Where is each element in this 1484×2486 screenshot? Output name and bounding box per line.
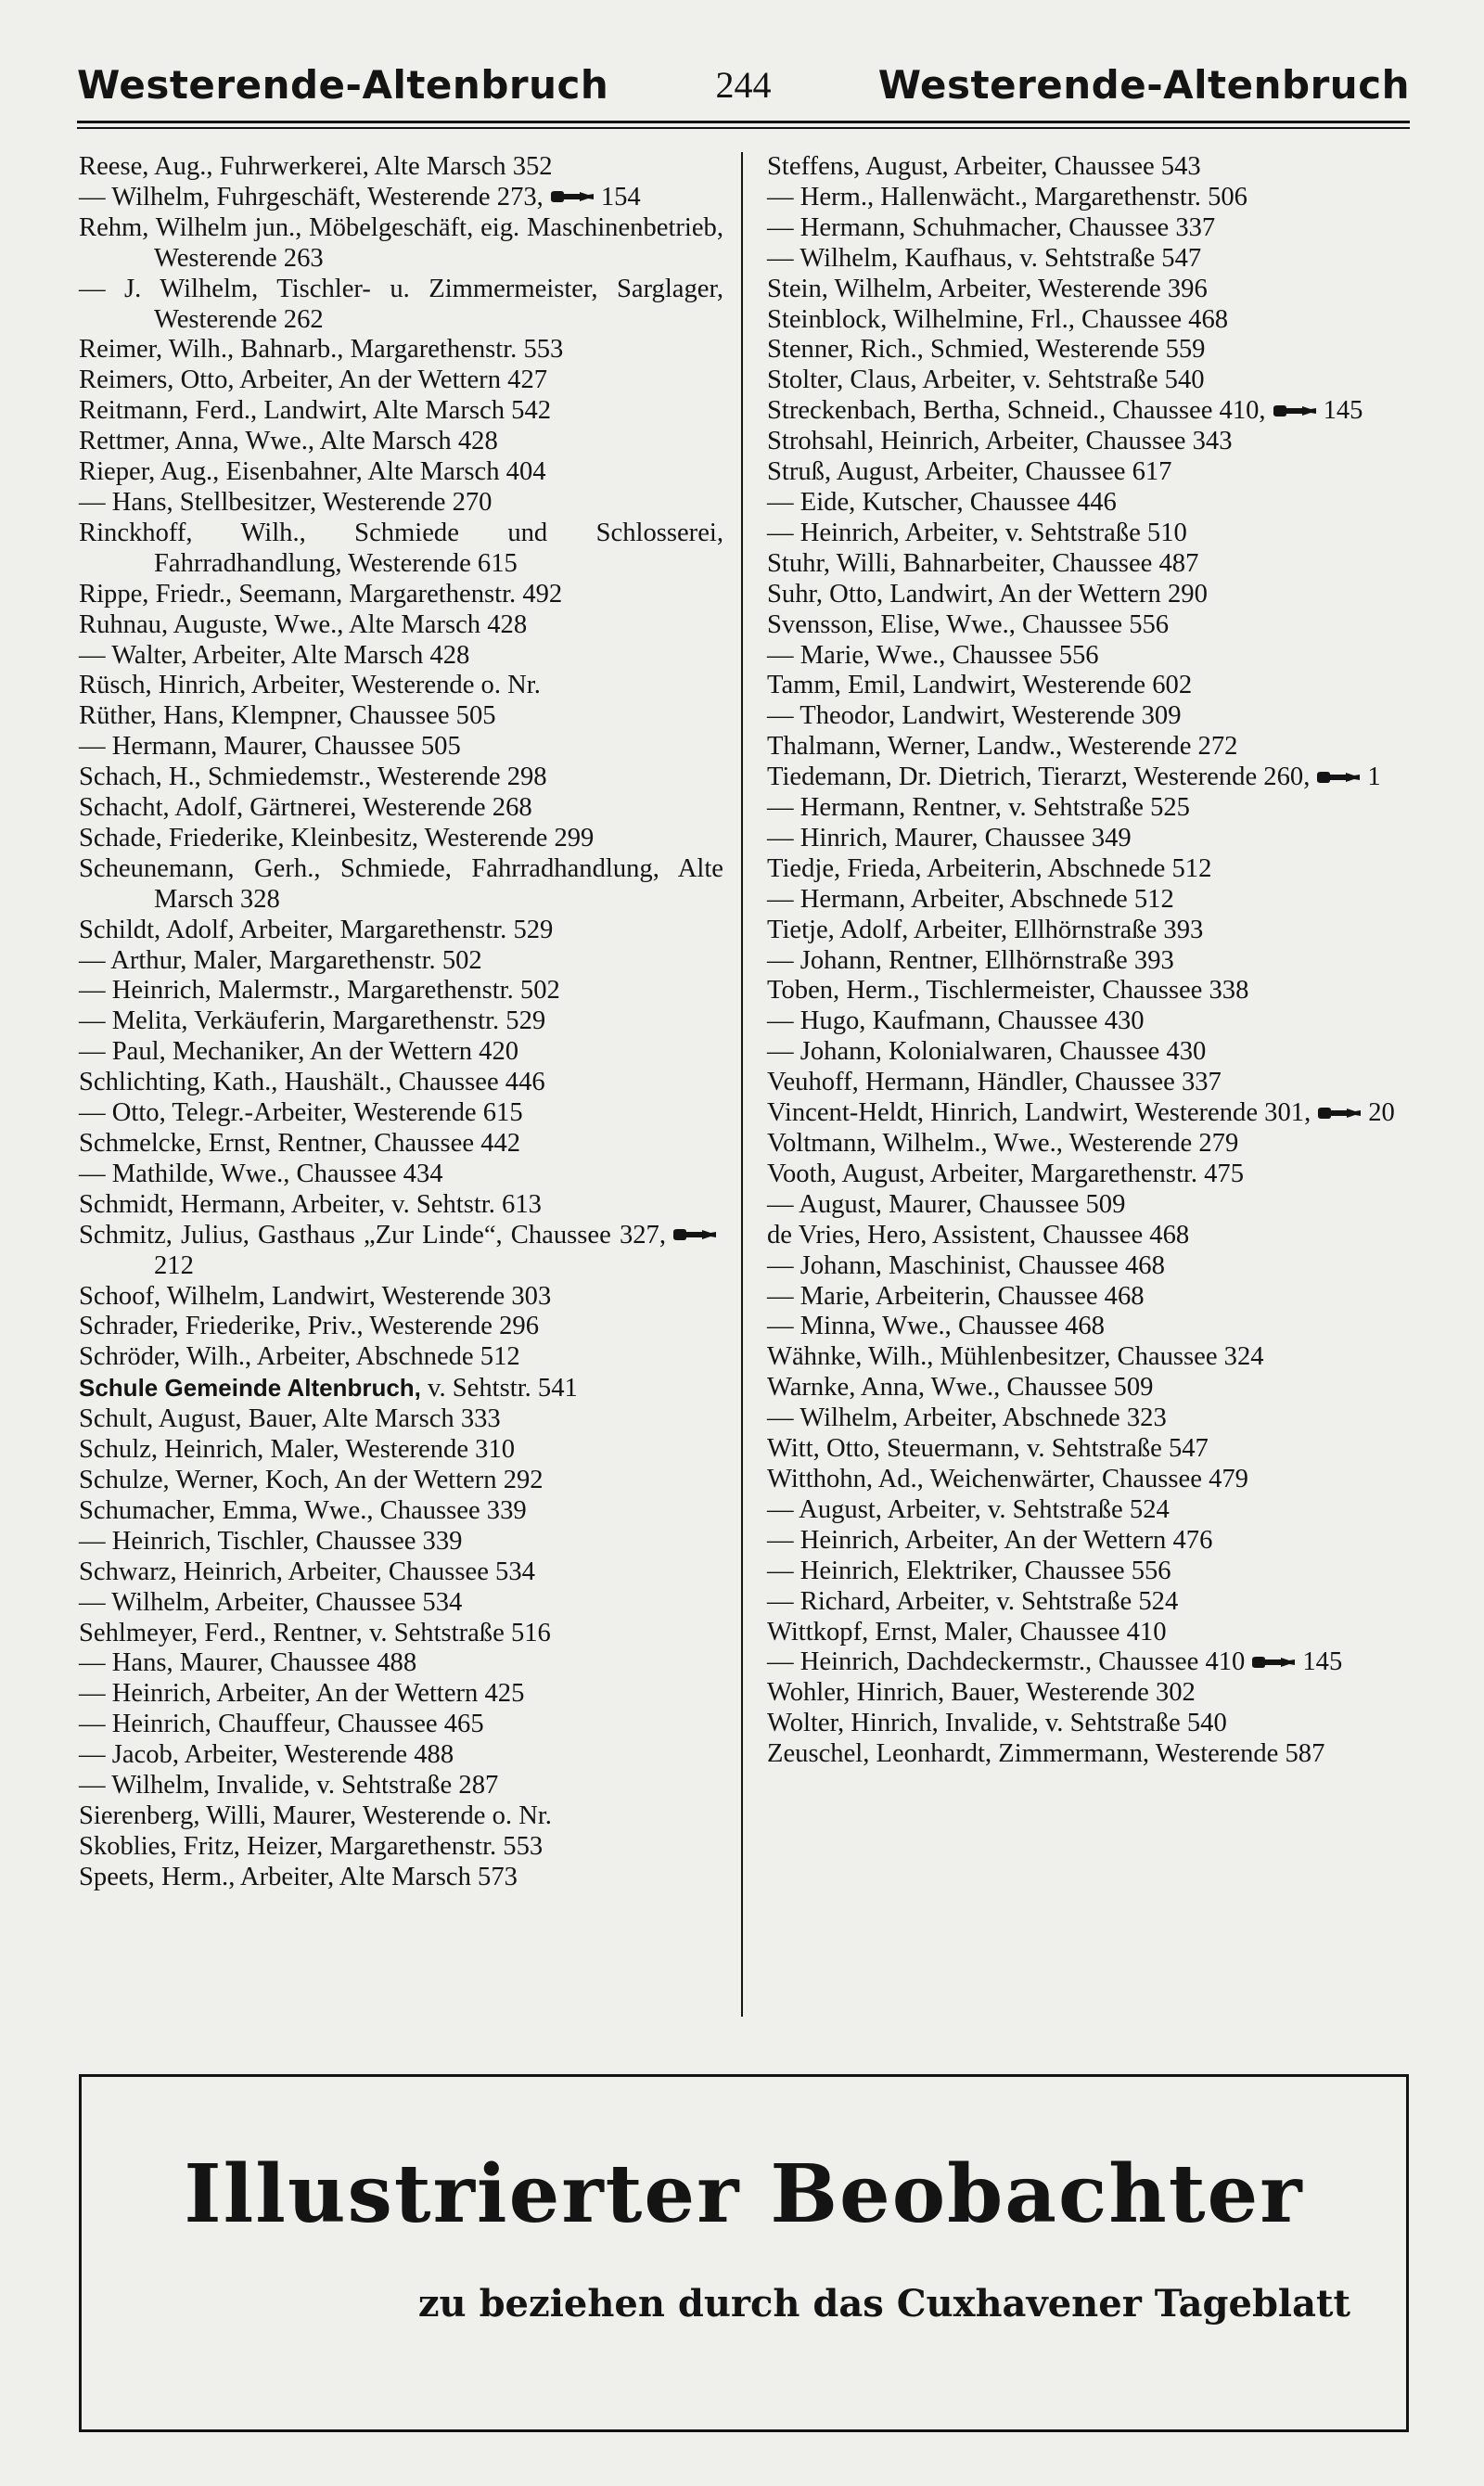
directory-entry bbox=[79, 1863, 723, 1893]
directory-entry bbox=[767, 1068, 1412, 1098]
directory-entry bbox=[767, 1342, 1412, 1373]
directory-entry bbox=[79, 152, 723, 183]
directory-entry bbox=[767, 1587, 1412, 1618]
directory-entry bbox=[79, 1466, 723, 1496]
entry-text: — Johann, Kolonialwaren, Chaussee 430 bbox=[767, 1037, 1207, 1067]
running-title-right: Westerende-Altenbruch bbox=[877, 62, 1410, 108]
directory-entry bbox=[767, 396, 1412, 427]
directory-entry bbox=[767, 1251, 1412, 1282]
entry-text: Wohler, Hinrich, Bauer, Westerende 302 bbox=[767, 1678, 1196, 1708]
page-number: 244 bbox=[715, 64, 772, 106]
telephone-receiver-icon bbox=[672, 1228, 718, 1241]
directory-entry bbox=[79, 275, 723, 336]
directory-entry bbox=[79, 671, 723, 701]
directory-entry bbox=[767, 1434, 1412, 1465]
entry-text: — Mathilde, Wwe., Chaussee 434 bbox=[79, 1159, 443, 1188]
directory-entry bbox=[79, 519, 723, 580]
directory-entry bbox=[79, 580, 723, 610]
directory-entry bbox=[767, 183, 1412, 213]
entry-text: Schacht, Adolf, Gärtnerei, Westerende 268 bbox=[79, 793, 532, 823]
directory-entry bbox=[79, 793, 723, 824]
entry-text: — Wilhelm, Fuhrgeschäft, Westerende 273, bbox=[79, 182, 544, 211]
directory-entry bbox=[79, 1098, 723, 1129]
entry-text: Schmidt, Hermann, Arbeiter, v. Sehtstr. 613 bbox=[79, 1189, 542, 1219]
entry-text: v. Sehtstr. 541 bbox=[428, 1374, 578, 1403]
directory-entry bbox=[767, 1282, 1412, 1313]
directory-entry bbox=[767, 976, 1412, 1006]
telephone-receiver-icon bbox=[549, 190, 595, 203]
header-rule-thick bbox=[77, 121, 1410, 123]
directory-entry bbox=[79, 946, 723, 977]
directory-entry bbox=[767, 1160, 1412, 1190]
directory-entry bbox=[79, 1221, 723, 1282]
directory-entry bbox=[79, 457, 723, 488]
directory-entry bbox=[79, 976, 723, 1006]
entry-text: — Wilhelm, Kaufhaus, v. Sehtstraße 547 bbox=[767, 243, 1202, 273]
entry-text: Sehlmeyer, Ferd., Rentner, v. Sehtstraße 516 bbox=[79, 1618, 551, 1647]
directory-entry bbox=[767, 305, 1412, 336]
entry-text: — Walter, Arbeiter, Alte Marsch 428 bbox=[79, 640, 470, 670]
phone-number: 20 bbox=[1368, 1098, 1395, 1128]
entry-text: Schult, August, Bauer, Alte Marsch 333 bbox=[79, 1404, 501, 1434]
directory-entry bbox=[79, 1832, 723, 1863]
directory-entry bbox=[767, 1373, 1412, 1403]
entry-text: Tiedemann, Dr. Dietrich, Tierarzt, Westerende 260, bbox=[767, 762, 1311, 792]
directory-entry bbox=[79, 1129, 723, 1160]
entry-text: Vooth, August, Arbeiter, Margarethenstr. 475 bbox=[767, 1159, 1245, 1188]
directory-entry bbox=[767, 427, 1412, 457]
directory-entry bbox=[79, 1740, 723, 1771]
entry-text: — Johann, Maschinist, Chaussee 468 bbox=[767, 1250, 1165, 1280]
left-column bbox=[79, 152, 723, 1893]
entry-text: Rettmer, Anna, Wwe., Alte Marsch 428 bbox=[79, 427, 498, 456]
entry-text: Rehm, Wilhelm jun., Möbelgeschäft, eig. Maschinenbetrieb, Westerende 263 bbox=[79, 212, 723, 273]
entry-text: Schlichting, Kath., Haushält., Chaussee 446 bbox=[79, 1068, 545, 1097]
directory-entry bbox=[767, 1037, 1412, 1068]
entry-text: Veuhoff, Hermann, Händler, Chaussee 337 bbox=[767, 1068, 1222, 1097]
directory-entry bbox=[79, 396, 723, 427]
entry-text: Schulze, Werner, Koch, An der Wettern 292 bbox=[79, 1465, 544, 1494]
entry-text: Speets, Herm., Arbeiter, Alte Marsch 573 bbox=[79, 1862, 518, 1891]
entry-text: — Heinrich, Arbeiter, v. Sehtstraße 510 bbox=[767, 518, 1187, 547]
entry-text: — Paul, Mechaniker, An der Wettern 420 bbox=[79, 1037, 519, 1067]
directory-entry bbox=[767, 1647, 1412, 1678]
directory-entry bbox=[79, 1527, 723, 1557]
directory-entry bbox=[79, 701, 723, 732]
entry-text: — Hinrich, Maurer, Chaussee 349 bbox=[767, 823, 1132, 852]
directory-entry bbox=[79, 1373, 723, 1404]
entry-text: — Hans, Stellbesitzer, Westerende 270 bbox=[79, 487, 493, 517]
entry-bold-name: Schule Gemeinde Altenbruch, bbox=[79, 1374, 421, 1403]
phone-number: 1 bbox=[1367, 762, 1381, 792]
directory-entry bbox=[79, 183, 723, 213]
entry-text: — Jacob, Arbeiter, Westerende 488 bbox=[79, 1740, 454, 1770]
directory-entry bbox=[79, 1006, 723, 1037]
directory-entry bbox=[767, 793, 1412, 824]
entry-text: Rüther, Hans, Klempner, Chaussee 505 bbox=[79, 701, 496, 731]
directory-entry bbox=[79, 1710, 723, 1740]
directory-entry bbox=[79, 1435, 723, 1466]
directory-entry bbox=[79, 1679, 723, 1710]
entry-text: Tiedje, Frieda, Arbeiterin, Abschnede 512 bbox=[767, 853, 1212, 883]
entry-text: Rippe, Friedr., Seemann, Margarethenstr. 492 bbox=[79, 579, 563, 609]
entry-text: — Minna, Wwe., Chaussee 468 bbox=[767, 1312, 1105, 1341]
entry-text: Schade, Friederike, Kleinbesitz, Westerende 299 bbox=[79, 823, 595, 852]
directory-entry bbox=[767, 854, 1412, 885]
advertisement-box bbox=[79, 2074, 1409, 2432]
telephone-receiver-icon bbox=[1316, 1107, 1362, 1120]
directory-entry bbox=[79, 335, 723, 365]
directory-entry bbox=[767, 213, 1412, 244]
directory-entry bbox=[767, 1129, 1412, 1160]
entry-text: Svensson, Elise, Wwe., Chaussee 556 bbox=[767, 609, 1170, 639]
entry-text: Rüsch, Hinrich, Arbeiter, Westerende o. Nr. bbox=[79, 671, 541, 700]
entry-text: Steinblock, Wilhelmine, Frl., Chaussee 468 bbox=[767, 304, 1229, 334]
directory-entry bbox=[79, 610, 723, 641]
directory-entry bbox=[79, 1801, 723, 1832]
entry-text: Sierenberg, Willi, Maurer, Westerende o. Nr. bbox=[79, 1800, 552, 1830]
entry-text: Vincent-Heldt, Hinrich, Landwirt, Westerende 301, bbox=[767, 1098, 1311, 1128]
entry-text: de Vries, Hero, Assistent, Chaussee 468 bbox=[767, 1220, 1190, 1249]
entry-text: Struß, August, Arbeiter, Chaussee 617 bbox=[767, 457, 1172, 487]
page-header bbox=[77, 58, 1410, 113]
directory-entry bbox=[79, 824, 723, 854]
column-divider bbox=[741, 152, 743, 2017]
entry-text: — Hermann, Rentner, v. Sehtstraße 525 bbox=[767, 793, 1190, 823]
entry-text: Schumacher, Emma, Wwe., Chaussee 339 bbox=[79, 1495, 527, 1525]
directory-entry bbox=[767, 1557, 1412, 1587]
entry-text: Schach, H., Schmiedemstr., Westerende 298 bbox=[79, 762, 547, 792]
entry-text: — Heinrich, Tischler, Chaussee 339 bbox=[79, 1526, 463, 1556]
entry-text: Steffens, August, Arbeiter, Chaussee 543 bbox=[767, 152, 1201, 181]
phone-number: 154 bbox=[600, 182, 641, 211]
directory-entry bbox=[79, 854, 723, 916]
entry-text: — Wilhelm, Arbeiter, Chaussee 534 bbox=[79, 1587, 463, 1617]
directory-entry bbox=[79, 1588, 723, 1619]
directory-entry bbox=[79, 1037, 723, 1068]
telephone-receiver-icon bbox=[1250, 1656, 1297, 1669]
entry-text: Stenner, Rich., Schmied, Westerende 559 bbox=[767, 335, 1206, 365]
entry-text: — Heinrich, Malermstr., Margarethenstr. 502 bbox=[79, 976, 560, 1006]
entry-text: — Hermann, Arbeiter, Abschnede 512 bbox=[767, 884, 1174, 914]
directory-entry bbox=[767, 365, 1412, 396]
advertisement-subtitle: zu beziehen durch das Cuxhavener Tageblatt bbox=[417, 2282, 1350, 2326]
directory-entry bbox=[767, 732, 1412, 762]
entry-text: — Richard, Arbeiter, v. Sehtstraße 524 bbox=[767, 1586, 1179, 1616]
entry-text: — Marie, Arbeiterin, Chaussee 468 bbox=[767, 1281, 1145, 1311]
directory-entry bbox=[767, 457, 1412, 488]
telephone-receiver-icon bbox=[1315, 771, 1362, 784]
directory-entry bbox=[79, 1160, 723, 1190]
directory-entry bbox=[767, 1190, 1412, 1221]
entry-text: Toben, Herm., Tischlermeister, Chaussee 338 bbox=[767, 976, 1249, 1006]
directory-entry bbox=[79, 762, 723, 793]
directory-entry bbox=[79, 1771, 723, 1801]
entry-text: — Hans, Maurer, Chaussee 488 bbox=[79, 1648, 417, 1678]
running-title-left: Westerende-Altenbruch bbox=[77, 62, 609, 108]
directory-entry bbox=[79, 1068, 723, 1098]
directory-entry bbox=[79, 1557, 723, 1588]
entry-text: — Hermann, Schuhmacher, Chaussee 337 bbox=[767, 212, 1216, 242]
entry-text: — Otto, Telegr.-Arbeiter, Westerende 615 bbox=[79, 1098, 523, 1128]
phone-number: 145 bbox=[1323, 396, 1363, 426]
directory-entry bbox=[767, 1739, 1412, 1770]
directory-entry bbox=[767, 1495, 1412, 1526]
entry-text: Tamm, Emil, Landwirt, Westerende 602 bbox=[767, 671, 1193, 700]
directory-entry bbox=[79, 1648, 723, 1679]
directory-entry bbox=[79, 641, 723, 672]
entry-text: — Heinrich, Arbeiter, An der Wettern 425 bbox=[79, 1679, 525, 1709]
entry-text: — Hermann, Maurer, Chaussee 505 bbox=[79, 732, 461, 762]
directory-entry bbox=[767, 335, 1412, 365]
entry-text: Schröder, Wilh., Arbeiter, Abschnede 512 bbox=[79, 1342, 520, 1372]
directory-entry bbox=[79, 1619, 723, 1649]
entry-text: Warnke, Anna, Wwe., Chaussee 509 bbox=[767, 1373, 1154, 1403]
entry-text: Zeuschel, Leonhardt, Zimmermann, Westerende 587 bbox=[767, 1739, 1325, 1769]
directory-entry bbox=[79, 365, 723, 396]
directory-entry bbox=[767, 916, 1412, 946]
entry-text: Schmelcke, Ernst, Rentner, Chaussee 442 bbox=[79, 1129, 521, 1158]
directory-entry bbox=[79, 1312, 723, 1342]
directory-entry bbox=[767, 488, 1412, 519]
entry-text: Ruhnau, Auguste, Wwe., Alte Marsch 428 bbox=[79, 609, 528, 639]
entry-text: — Marie, Wwe., Chaussee 556 bbox=[767, 640, 1099, 670]
directory-entry bbox=[79, 213, 723, 275]
directory-entry bbox=[79, 488, 723, 519]
directory-entry bbox=[767, 671, 1412, 701]
entry-text: — Arthur, Maler, Margarethenstr. 502 bbox=[79, 945, 482, 975]
entry-text: Strohsahl, Heinrich, Arbeiter, Chaussee 343 bbox=[767, 427, 1233, 456]
entry-text: Wolter, Hinrich, Invalide, v. Sehtstraße 540 bbox=[767, 1709, 1227, 1738]
directory-entry bbox=[767, 1221, 1412, 1251]
advertisement-title: Illustrierter Beobachter bbox=[184, 2147, 1304, 2241]
entry-text: Stein, Wilhelm, Arbeiter, Westerende 396 bbox=[767, 274, 1208, 303]
entry-text: Witthohn, Ad., Weichenwärter, Chaussee 479 bbox=[767, 1464, 1248, 1493]
entry-text: — Hugo, Kaufmann, Chaussee 430 bbox=[767, 1006, 1145, 1036]
directory-entry bbox=[767, 610, 1412, 641]
entry-text: Streckenbach, Bertha, Schneid., Chaussee 410, bbox=[767, 396, 1266, 426]
entry-text: — Theodor, Landwirt, Westerende 309 bbox=[767, 701, 1182, 731]
entry-text: Reimers, Otto, Arbeiter, An der Wettern 427 bbox=[79, 365, 548, 395]
entry-text: — Heinrich, Elektriker, Chaussee 556 bbox=[767, 1556, 1171, 1585]
entry-text: — August, Arbeiter, v. Sehtstraße 524 bbox=[767, 1494, 1170, 1524]
entry-text: — Johann, Rentner, Ellhörnstraße 393 bbox=[767, 945, 1174, 975]
header-rule-thin bbox=[77, 127, 1410, 129]
phone-number: 145 bbox=[1302, 1647, 1343, 1677]
directory-entry bbox=[767, 580, 1412, 610]
directory-entry bbox=[767, 885, 1412, 916]
directory-entry bbox=[767, 824, 1412, 854]
telephone-receiver-icon bbox=[1272, 404, 1318, 417]
entry-text: — Heinrich, Arbeiter, An der Wettern 476 bbox=[767, 1525, 1213, 1555]
directory-entry bbox=[767, 549, 1412, 580]
entry-text: Stolter, Claus, Arbeiter, v. Sehtstraße 540 bbox=[767, 365, 1205, 395]
entry-text: Wähnke, Wilh., Mühlenbesitzer, Chaussee 324 bbox=[767, 1342, 1264, 1372]
entry-text: Reimer, Wilh., Bahnarb., Margarethenstr. 553 bbox=[79, 335, 564, 365]
directory-entry bbox=[79, 1282, 723, 1313]
directory-entry bbox=[767, 275, 1412, 305]
entry-text: — Heinrich, Chauffeur, Chaussee 465 bbox=[79, 1710, 484, 1739]
directory-entry bbox=[767, 519, 1412, 549]
entry-text: Suhr, Otto, Landwirt, An der Wettern 290 bbox=[767, 579, 1208, 609]
directory-entry bbox=[767, 1403, 1412, 1434]
directory-entry bbox=[767, 1709, 1412, 1739]
entry-text: — J. Wilhelm, Tischler- u. Zimmermeister, Sarglager, Westerende 262 bbox=[79, 274, 723, 334]
entry-text: Stuhr, Willi, Bahnarbeiter, Chaussee 487 bbox=[767, 548, 1199, 578]
directory-entry bbox=[767, 1618, 1412, 1648]
entry-text: — Wilhelm, Invalide, v. Sehtstraße 287 bbox=[79, 1771, 499, 1800]
directory-entry bbox=[79, 1342, 723, 1373]
phone-number: 212 bbox=[154, 1250, 194, 1280]
entry-text: Thalmann, Werner, Landw., Westerende 272 bbox=[767, 732, 1238, 762]
directory-entry bbox=[79, 427, 723, 457]
directory-entry bbox=[767, 701, 1412, 732]
directory-entry bbox=[79, 916, 723, 946]
entry-text: Reitmann, Ferd., Landwirt, Alte Marsch 542 bbox=[79, 396, 552, 426]
directory-entry bbox=[767, 1526, 1412, 1557]
directory-entry bbox=[767, 946, 1412, 977]
entry-text: Scheunemann, Gerh., Schmiede, Fahrradhandlung, Alte Marsch 328 bbox=[79, 853, 723, 914]
entry-text: Schwarz, Heinrich, Arbeiter, Chaussee 534 bbox=[79, 1557, 535, 1586]
entry-text: — Eide, Kutscher, Chaussee 446 bbox=[767, 487, 1117, 517]
directory-entry bbox=[79, 1190, 723, 1221]
entry-text: Schmitz, Julius, Gasthaus „Zur Linde“, Chaussee 327, bbox=[79, 1220, 666, 1249]
directory-entry bbox=[767, 1098, 1412, 1129]
entry-text: Reese, Aug., Fuhrwerkerei, Alte Marsch 352 bbox=[79, 152, 553, 181]
entry-text: Wittkopf, Ernst, Maler, Chaussee 410 bbox=[767, 1617, 1167, 1647]
directory-entry bbox=[767, 1312, 1412, 1342]
entry-text: — Heinrich, Dachdeckermstr., Chaussee 410 bbox=[767, 1647, 1246, 1677]
entry-text: Schoof, Wilhelm, Landwirt, Westerende 303 bbox=[79, 1281, 552, 1311]
entry-text: Tietje, Adolf, Arbeiter, Ellhörnstraße 393 bbox=[767, 915, 1204, 944]
directory-entry bbox=[767, 1465, 1412, 1495]
directory-entry bbox=[767, 244, 1412, 275]
entry-text: — August, Maurer, Chaussee 509 bbox=[767, 1189, 1126, 1219]
entry-text: Skoblies, Fritz, Heizer, Margarethenstr. 553 bbox=[79, 1831, 544, 1861]
directory-entry bbox=[767, 762, 1412, 793]
entry-text: Voltmann, Wilhelm., Wwe., Westerende 279 bbox=[767, 1129, 1239, 1158]
directory-entry bbox=[79, 1404, 723, 1435]
right-column bbox=[767, 152, 1412, 1770]
entry-text: Schrader, Friederike, Priv., Westerende 296 bbox=[79, 1312, 539, 1341]
directory-entry bbox=[767, 1678, 1412, 1709]
entry-text: Schildt, Adolf, Arbeiter, Margarethenstr. 529 bbox=[79, 915, 554, 944]
directory-entry bbox=[79, 1496, 723, 1527]
directory-entry bbox=[79, 732, 723, 762]
directory-entry bbox=[767, 641, 1412, 672]
entry-text: Rieper, Aug., Eisenbahner, Alte Marsch 404 bbox=[79, 457, 546, 487]
entry-text: — Melita, Verkäuferin, Margarethenstr. 529 bbox=[79, 1006, 546, 1036]
entry-text: Rinckhoff, Wilh., Schmiede und Schlosserei, Fahrradhandlung, Westerende 615 bbox=[79, 518, 723, 578]
entry-text: Schulz, Heinrich, Maler, Westerende 310 bbox=[79, 1435, 516, 1465]
directory-entry bbox=[767, 152, 1412, 183]
directory-entry bbox=[767, 1006, 1412, 1037]
entry-text: — Wilhelm, Arbeiter, Abschnede 323 bbox=[767, 1403, 1167, 1433]
entry-text: Witt, Otto, Steuermann, v. Sehtstraße 547 bbox=[767, 1434, 1209, 1464]
entry-text: — Herm., Hallenwächt., Margarethenstr. 506 bbox=[767, 182, 1247, 211]
